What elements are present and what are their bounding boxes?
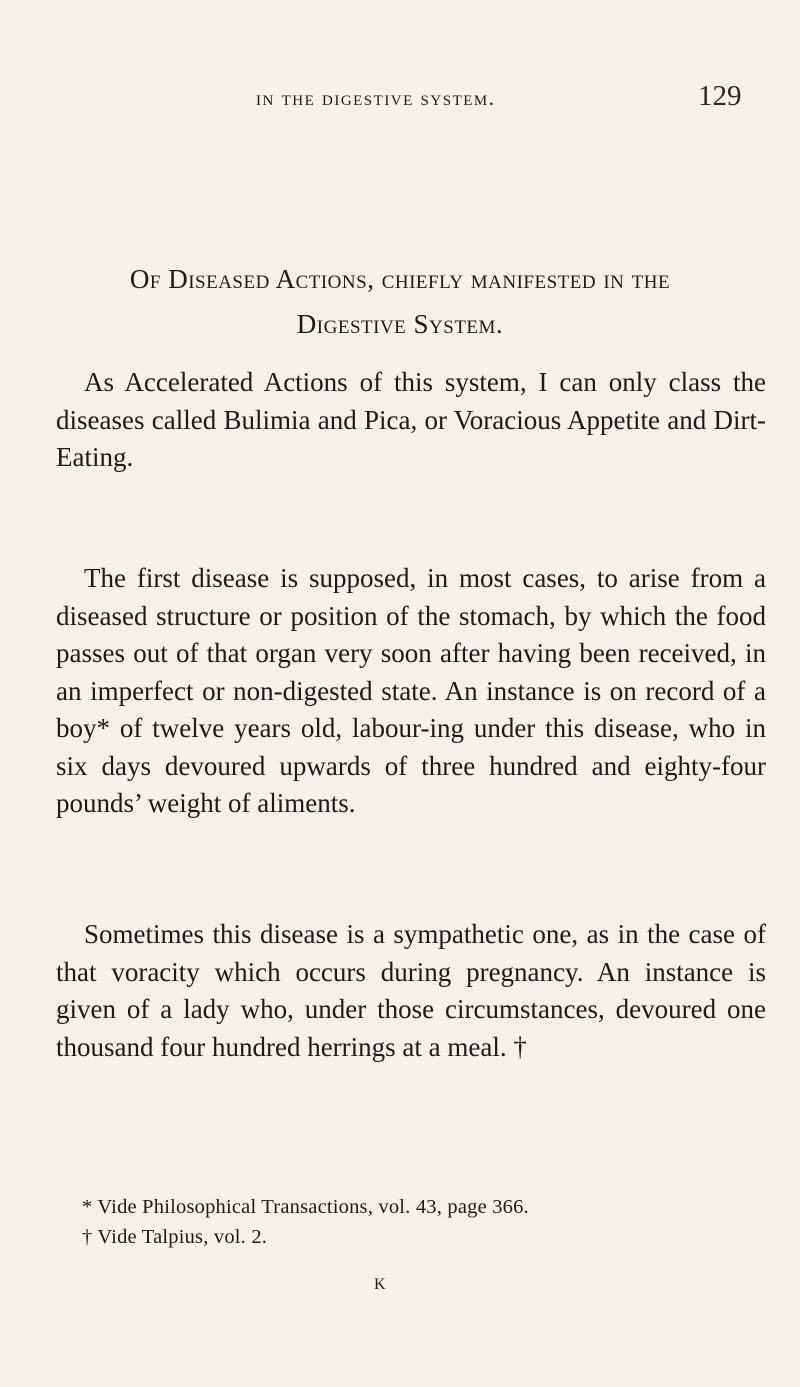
footnote-2: † Vide Talpius, vol. 2. bbox=[82, 1226, 268, 1248]
paragraph-2: The first disease is supposed, in most cases, to arise from a diseased structure or position of the stomach, by which the food passes out of that organ very soon after having been received, in an imperfect or non-digested state. An instance is on record of a boy* of twelve years old, labour-ing under this disease, who in six days devoured upwards of three hundred and eighty-four pounds’ weight of aliments. bbox=[56, 563, 766, 818]
page-number: 129 bbox=[698, 80, 742, 112]
paragraph-1: As Accelerated Actions of this system, I can only class the diseases called Bulimia and Pica, or Voracious Appetite and Dirt-Eating. bbox=[56, 367, 766, 472]
running-head: in the digestive system. bbox=[256, 86, 496, 110]
section-heading-line1: Of Diseased Actions, chiefly manifested in the bbox=[129, 264, 671, 294]
section-heading-line2: Digestive System. bbox=[296, 309, 504, 339]
paragraph-3: Sometimes this disease is a sympathetic one, as in the case of that voracity which occurs during pregnancy. An instance is given of a lady who, under those circumstances, devoured one thousand four hundred herrings at a meal. † bbox=[56, 919, 766, 1062]
footnote-1: * Vide Philosophical Transactions, vol. 43, page 366. bbox=[82, 1196, 529, 1218]
signature-mark: K bbox=[374, 1276, 387, 1293]
